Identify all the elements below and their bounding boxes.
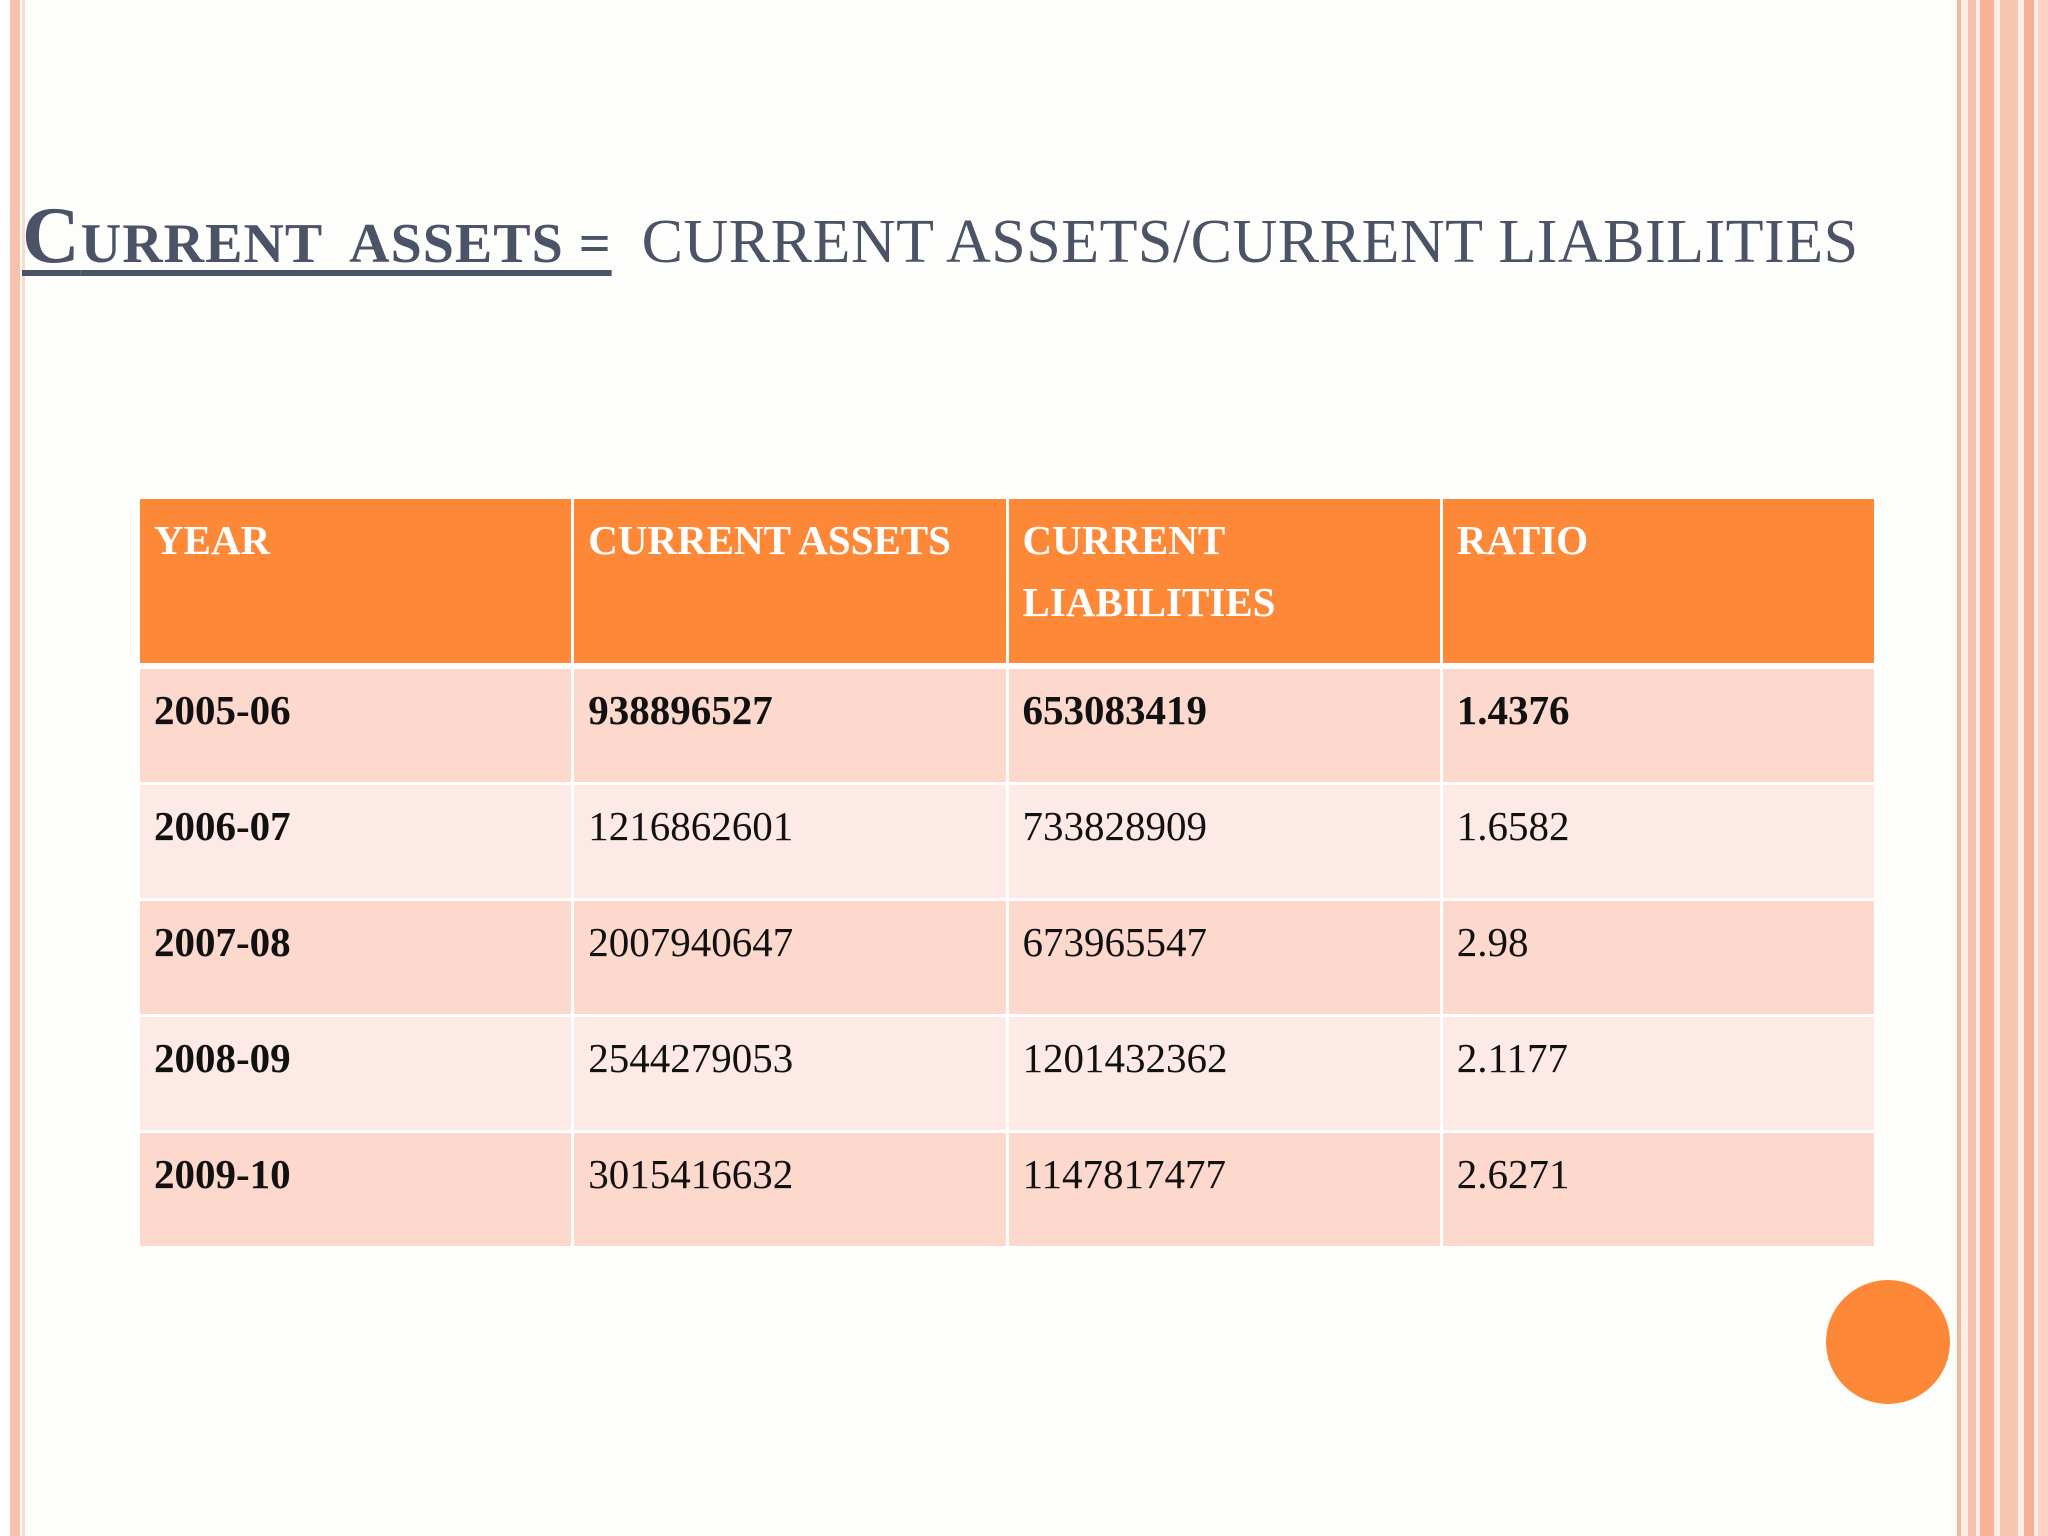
cell-current-assets: 1216862601 bbox=[573, 784, 1007, 900]
table-row bbox=[139, 784, 1876, 900]
title-main-rest: URRENT ASSETS = bbox=[80, 213, 612, 275]
title-main bbox=[22, 192, 612, 280]
slide-title bbox=[22, 192, 2012, 280]
cell-current-liabilities: 673965547 bbox=[1007, 900, 1441, 1016]
cell-current-assets: 938896527 bbox=[573, 666, 1007, 784]
table-row bbox=[139, 666, 1876, 784]
header-year: YEAR bbox=[139, 498, 573, 667]
cell-year: 2007-08 bbox=[139, 900, 573, 1016]
left-border-decoration bbox=[10, 0, 20, 1536]
cell-year: 2008-09 bbox=[139, 1016, 573, 1132]
ratio-table bbox=[137, 496, 1877, 1249]
table-row bbox=[139, 1016, 1876, 1132]
cell-year: 2005-06 bbox=[139, 666, 573, 784]
cell-current-assets: 2007940647 bbox=[573, 900, 1007, 1016]
header-current-assets: CURRENT ASSETS bbox=[573, 498, 1007, 667]
header-ratio: RATIO bbox=[1441, 498, 1875, 667]
cell-ratio: 1.4376 bbox=[1441, 666, 1875, 784]
cell-current-liabilities: 1147817477 bbox=[1007, 1132, 1441, 1248]
cell-ratio: 1.6582 bbox=[1441, 784, 1875, 900]
orange-circle-decoration bbox=[1826, 1280, 1950, 1404]
cell-current-liabilities: 1201432362 bbox=[1007, 1016, 1441, 1132]
cell-year: 2009-10 bbox=[139, 1132, 573, 1248]
cell-year: 2006-07 bbox=[139, 784, 573, 900]
table-row bbox=[139, 1132, 1876, 1248]
cell-ratio: 2.98 bbox=[1441, 900, 1875, 1016]
cell-current-liabilities: 653083419 bbox=[1007, 666, 1441, 784]
header-current-liabilities: CURRENT LIABILITIES bbox=[1007, 498, 1441, 667]
table-header-row bbox=[139, 498, 1876, 667]
cell-ratio: 2.1177 bbox=[1441, 1016, 1875, 1132]
right-stripe bbox=[2024, 0, 2034, 1536]
cell-current-liabilities: 733828909 bbox=[1007, 784, 1441, 900]
cell-current-assets: 2544279053 bbox=[573, 1016, 1007, 1132]
title-main-initial: C bbox=[22, 192, 81, 280]
cell-ratio: 2.6271 bbox=[1441, 1132, 1875, 1248]
cell-current-assets: 3015416632 bbox=[573, 1132, 1007, 1248]
title-formula: CURRENT ASSETS/CURRENT LIABILITIES bbox=[641, 208, 1859, 276]
right-stripe bbox=[2038, 0, 2048, 1536]
table-row bbox=[139, 900, 1876, 1016]
